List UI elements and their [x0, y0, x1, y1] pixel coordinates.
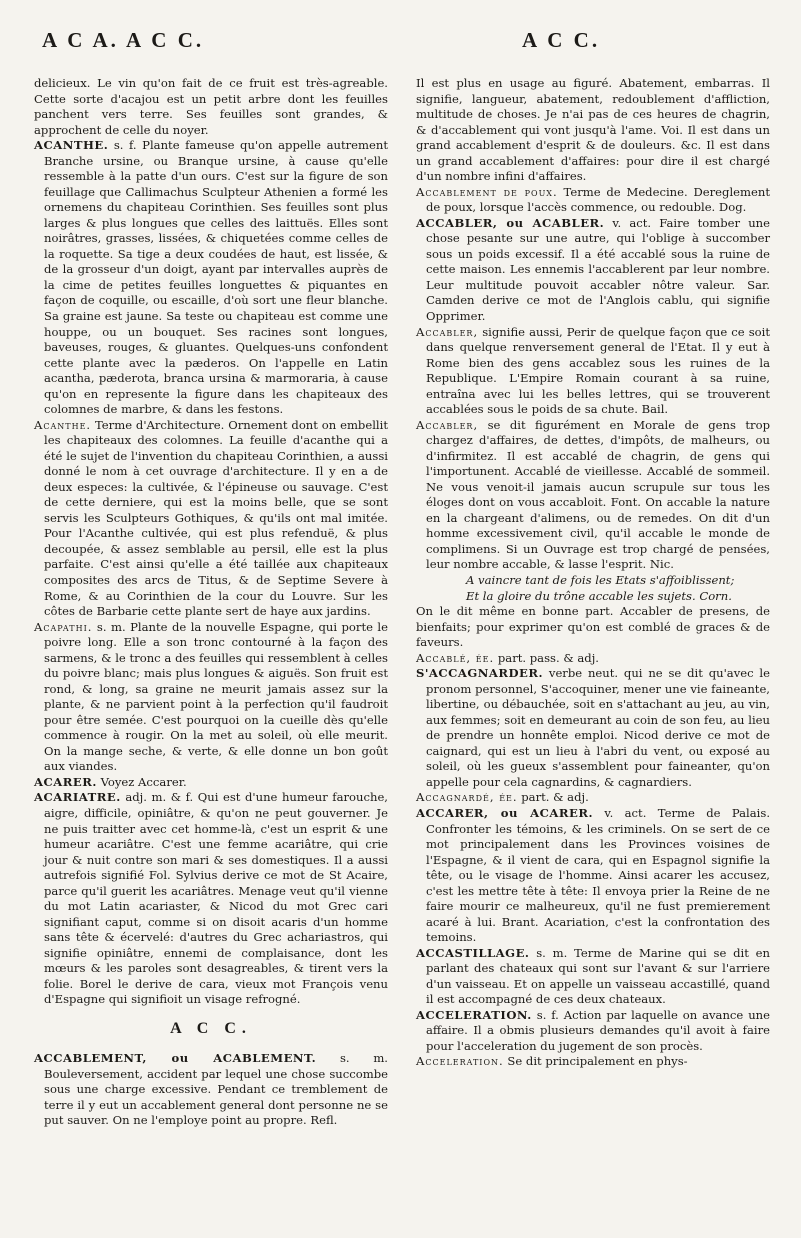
headword: Accabler, — [416, 417, 479, 432]
entry-accarer — [416, 806, 770, 946]
headword: Acceleration. — [416, 1054, 504, 1069]
entry-text: Voyez Accarer. — [100, 774, 187, 789]
entry-accastillage — [416, 946, 770, 1008]
entry-text: Terme de Medecine. Dereglement de poux, lorsque l'accès commence, ou redouble. Dog. — [426, 184, 771, 215]
headword: ACCASTILLAGE. — [416, 945, 530, 960]
headword: Accablé, ée. — [416, 650, 495, 665]
entry-text: s. m. Terme de Marine qui se dit en parlant des chateaux qui sont sur l'avant & sur l'arriere d'un vaisseau. Et on appelle un vaisseau accastillé, quand il est accompagné de ces deux chateaux. — [426, 945, 770, 1007]
entry-accablement — [34, 1051, 388, 1129]
entry-accable — [416, 651, 770, 667]
entry-text: On le dit même en bonne part. Accabler de presens, de bienfaits; pour exprimer qu'on est comblé de graces & de faveurs. — [416, 604, 770, 650]
entry-acanthe-architecture — [34, 418, 388, 620]
entry-text: se dit figurément en Morale de gens trop chargez d'affaires, de dettes, d'impôts, de malheurs, ou d'infirmitez. Il est accablé de chagrin, de gens qui l'importunent. Accablé de vieillesse. Accablé de sommeil. Ne vous venoit-il jamais aucun scrupule sur tous les éloges dont on vous accabloit. Font. On accable la nature en la chargeant d'alimens, ou de remedes. On dit d'un homme excessivement civil, qu'il accable le monde de complimens. Si un Ouvrage est trop chargé de pensées, leur nombre accable, & lasse l'esprit. Nic. — [426, 417, 770, 572]
entry-text: Terme d'Architecture. Ornement dont on embellit les chapiteaux des colomnes. La feuille d'acanthe qui a été le sujet de l'invention du chapiteau Corinthien, a aussi donné le nom à cet ouvrage d'architecture. Il y en a de deux especes: la cultivée, & l'épineuse ou sauvage. C'est de cette derniere, qui est la moins belle, que se sont servis les Sculpteurs Gothiques, & qu'ils ont mal imitée. Pour l'Acanthe cultivée, qui est plus refenduë, & plus decoupée, & assez semblable au persil, elle est la plus parfaite. C'est ainsi qu'elle a été taillée aux chapiteaux composites des arcs de Titus, & de Septime Severe à Rome, & au Corinthien de la cour du Louvre. Sur les côtes de Barbarie cette plante sert de haye aux jardins. — [44, 417, 389, 619]
entry-text: s. f. Plante fameuse qu'on appelle autrement Branche ursine, ou Branque ursine, à cause qu'elle ressemble à la patte d'un ours. C'est sur la figure de son feuillage que Callimachus Sculpteur Athenien a formé les ornemens du chapiteau Corinthien. Ses feuilles sont plus larges & plus longues que celles des laittuës. Elles sont noirâtres, grasses, lissées, & chiquetées comme celles de la roquette. Sa tige a deux coudées de haut, est lissée, & de la grosseur d'un doigt, ayant par intervalles auprès de la cime de petites feuilles longuettes & piquantes en façon de coquille, ou escaille, d'où sort une fleur blanche. Sa graine est jaune. Sa teste ou chapiteau est comme une houppe, ou un bouquet. Ses racines sont longues, baveuses, rouges, & gluantes. Quelques-uns confondent cette plante avec la pæderos. On l'appelle en Latin acantha, pæderota, branca ursina & marmoraria, à cause qu'on en represente la figure dans les chapiteaux des colomnes de marbre, & dans les festons. — [44, 138, 388, 417]
entry-text: part. pass. & adj. — [497, 650, 599, 665]
entry-text: v. act. Terme de Palais. Confronter les témoins, & les criminels. On se sert de ce mot principalement dans les Provinces voisines de l'Espagne, & il vient de cara, qui en Espagnol signifie la tête, ou le visage de l'homme. Ainsi acarer les accusez, c'est les mettre tête à tête: Il envoya prier la Reine de ne faire mourir ce malheureux, qu'il ne fust premierement acaré à lui. Brant. Acariation, c'est la confrontation des temoins. — [426, 805, 771, 945]
entry-continuation — [416, 76, 770, 185]
headword: Acanthe. — [34, 417, 92, 432]
entry-text: Il est plus en usage au figuré. Abatement, embarras. Il signifie, langueur, abatement, redoublement d'affliction, multitude de choses. Je n'ai pas de ces heures de chagrin, & d'accablement qui vont jusqu'à l'ame. Voi. Il est dans un grand accablement d'esprit & de douleurs. &c. Il est dans un grand accablement d'affaires: pour dire il est chargé d'un nombre infini d'affaires. — [416, 76, 770, 184]
right-column — [416, 76, 770, 1070]
entry-text: v. act. Faire tomber une chose pesante sur une autre, qui l'oblige à succomber sous un poids excessif. Il a été accablé sous la ruine de cette maison. Les ennemis l'accablerent par leur nombre. Leur multitude pouvoit accabler nôtre valeur. Sar. Camden derive ce mot de l'Anglois cablu, qui signifie Opprimer. — [426, 215, 770, 323]
entry-text: s. m. Plante de la nouvelle Espagne, qui porte le poivre long. Elle a son tronc contourné à la façon des sarmens, & le tronc a des feuilles qui ressemblent à celles du poivre blanc; mais plus longues & aiguës. Son fruit est rond, & long, sa graine ne meurit jamais assez sur la plante, & ne parvient point à la perfection qu'il faudroit pour être semée. C'est pourquoi on la cueille dès qu'elle commence à rougir. On la met au soleil, où elle meurit. On la mange seche, & verte, & elle donne un bon goût aux viandes. — [44, 619, 388, 774]
entry-accablement-de-poux — [416, 185, 770, 216]
entry-accabler-perir — [416, 325, 770, 418]
entry-acceleration-physique — [416, 1054, 770, 1070]
headword: Acapathi. — [34, 619, 93, 634]
entry-text: signifie aussi, Perir de quelque façon que ce soit dans quelque renversement general de l'Etat. Il y eut à Rome bien des gens accablez sous les ruines de la Republique. L'Empire Romain courant à sa ruine, entraîna avec lui les belles lettres, qui se trouverent accablées sous le poids de sa chute. Bail. — [426, 324, 770, 417]
entry-acapathi — [34, 620, 388, 775]
headword: ACARER. — [34, 774, 97, 789]
left-column — [34, 76, 388, 1129]
headword: ACANTHE. — [34, 138, 109, 153]
entry-accabler — [416, 216, 770, 325]
verse-line: Et la gloire du trône accable les sujets. Corn. — [466, 588, 732, 603]
entry-acarer — [34, 775, 388, 791]
entry-accagnarde — [416, 790, 770, 806]
headword: Accablement de poux. — [416, 184, 558, 199]
headword: ACCELERATION. — [416, 1007, 532, 1022]
entry-acceleration — [416, 1008, 770, 1055]
entry-acariatre — [34, 790, 388, 1007]
entry-saccagnarder — [416, 666, 770, 790]
entry-text: Se dit principalement en phys- — [507, 1054, 688, 1069]
verse-line: A vaincre tant de fois les Etats s'affoiblissent; — [466, 573, 735, 587]
entry-text: delicieux. Le vin qu'on fait de ce fruit est très-agreable. Cette sorte d'acajou est un petit arbre dont les feuilles panchent vers terre. Ses feuilles sont grandes, & approchent de celle du noyer. — [34, 76, 388, 137]
entry-continuation — [34, 76, 388, 138]
entry-text: part. & adj. — [521, 790, 589, 805]
headword: ACARIATRE. — [34, 790, 121, 805]
entry-accabler-morale — [416, 418, 770, 573]
entry-text: s. f. Action par laquelle on avance une affaire. Il a obmis plusieurs demandes qu'il avoit à faire pour l'acceleration du jugement de son procès. — [426, 1007, 770, 1053]
headword: S'ACCAGNARDER. — [416, 666, 544, 681]
entry-text: s. m. Bouleversement, accident par lequel une chose succombe sous une charge excessive. Pendant ce tremblement de terre il y eut un accablement general dont personne ne se put sauver. On ne l'employe point au propre. Refl. — [44, 1051, 388, 1128]
headword: Accagnardé, ée. — [416, 790, 518, 805]
entry-acanthe — [34, 138, 388, 418]
headword: Accabler, — [416, 324, 479, 339]
headword: ACCARER, ou ACARER. — [416, 805, 594, 820]
entry-text: verbe neut. qui ne se dit qu'avec le pronom personnel, S'accoquiner, mener une vie faineante, libertine, ou débauchée, soit en s'attachant au jeu, au vin, aux femmes; soit en demeurant au coin de son feu, au lieu de prendre un honnête emploi. Nicod derive ce mot de caignard, qui est un lieu à l'abri du vent, ou exposé au soleil, où les gueux s'assemblent pour faineanter, qu'on appelle pour cela cagnardins, & cagnardiers. — [426, 666, 770, 789]
running-header-right: A C C. — [522, 28, 601, 52]
section-heading: A C C. — [170, 1019, 252, 1037]
headword: ACCABLEMENT, ou ACABLEMENT. — [34, 1051, 317, 1066]
headword: ACCABLER, ou ACABLER. — [416, 215, 605, 230]
running-header-left: A C A. A C C. — [42, 28, 205, 52]
entry-text: adj. m. & f. Qui est d'une humeur farouche, aigre, difficile, opiniâtre, & qu'on ne peut gouverner. Je ne puis traitter avec cet homme-là, c'est un esprit & une humeur acariâtre. C'est une femme acariâtre, qui crie jour & nuit contre son mari & ses domestiques. Il a aussi autrefois signifié Fol. Sylvius derive ce mot de St Acaire, parce qu'il guerit les acariâtres. Menage veut qu'il vienne du mot Latin acariaster, & Nicod du mot Grec cari signifiant caput, comme si on disoit acaris d'un homme sans tête & écervelé: d'autres du Grec achariastros, qui signifie opiniâtre, ennemi de complaisance, dont les mœurs & les paroles sont desagreables, & tirent vers la folie. Borel le derive de cara, vieux mot François venu d'Espagne qui signifioit un visage refrogné. — [44, 790, 388, 1007]
